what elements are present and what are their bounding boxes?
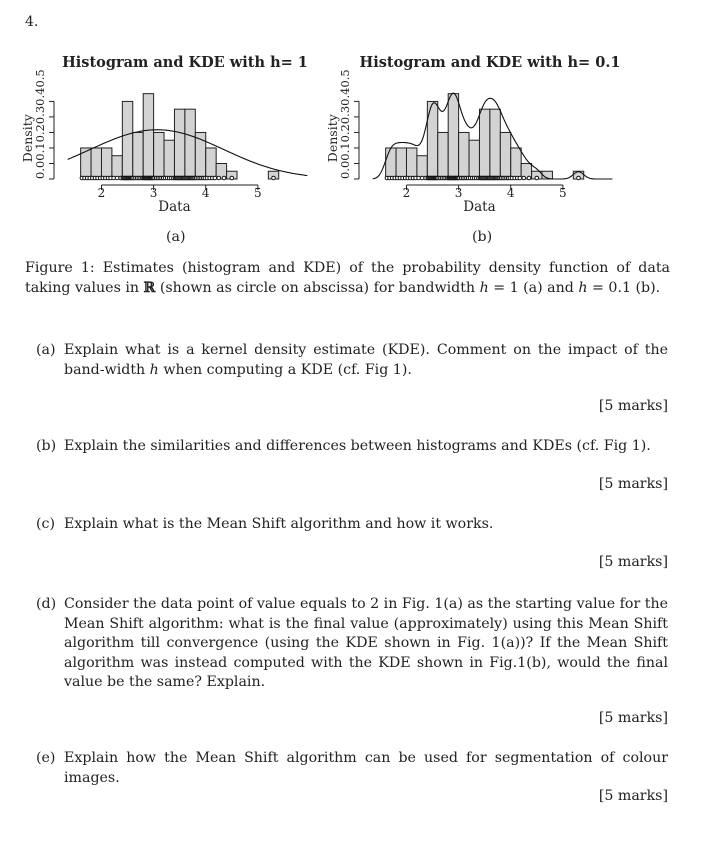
data-point bbox=[272, 176, 276, 180]
data-point bbox=[213, 176, 217, 180]
histogram-bar bbox=[143, 94, 153, 179]
question-text-segment: Explain how the Mean Shift algorithm can be used for segmentation of colour images. bbox=[64, 750, 668, 786]
data-point bbox=[230, 176, 234, 180]
histogram-bar bbox=[101, 148, 111, 179]
question-part-label: (e) bbox=[36, 750, 56, 766]
question-part-label: (a) bbox=[36, 342, 56, 358]
data-point bbox=[222, 176, 226, 180]
marks-label: [5 marks] bbox=[598, 710, 668, 726]
question-text-segment: Consider the data point of value equals to 2 in Fig. 1(a) as the starting value for the Mean Shift algorithm: what is the final value (approximately) using this Mean Shift algorithm till convergence (using the KDE shown in Fig. 1(a))? If the Mean Shift algorithm was instead computed with the KDE shown in Fig.1(b), would the final value be the same? Explain. bbox=[64, 596, 668, 690]
marks-label: [5 marks] bbox=[598, 554, 668, 570]
histogram-bar bbox=[406, 148, 416, 179]
data-point bbox=[522, 176, 526, 180]
y-axis-label: Density bbox=[325, 114, 340, 163]
histogram-bar bbox=[417, 156, 427, 179]
x-axis-label: Data bbox=[463, 199, 496, 215]
question-part-text bbox=[64, 749, 668, 788]
caption-pre: Figure 1: Estimates (histogram and KDE) of the probability density function of data taking values in bbox=[25, 260, 670, 296]
histogram-bar bbox=[469, 140, 479, 179]
x-tick-label: 2 bbox=[97, 186, 106, 200]
histogram-bar bbox=[154, 132, 164, 179]
question-part-label: (d) bbox=[36, 596, 57, 612]
question-part-text bbox=[64, 341, 668, 380]
question-part-text bbox=[64, 437, 668, 457]
caption-real-symbol: ℝ bbox=[143, 280, 156, 296]
x-tick-label: 3 bbox=[454, 186, 463, 200]
question-text-segment: Explain what is the Mean Shift algorithm and how it works. bbox=[64, 516, 494, 532]
caption-h-symbol: h bbox=[578, 280, 588, 296]
x-tick-label: 4 bbox=[506, 186, 515, 200]
y-tick-labels: 0.00.10.20.30.40.5 bbox=[338, 69, 352, 179]
histogram-bar bbox=[122, 101, 132, 179]
figure-caption bbox=[25, 258, 670, 298]
histogram-bar bbox=[386, 148, 396, 179]
y-tick-labels: 0.00.10.20.30.40.5 bbox=[33, 69, 47, 179]
caption-h-symbol: h bbox=[479, 280, 489, 296]
question-text-segment: Explain what is a kernel density estimate (KDE). Comment on the impact of the band-width bbox=[64, 342, 668, 378]
panel-b-sublabel: (b) bbox=[472, 229, 493, 245]
y-axis-label: Density bbox=[20, 114, 35, 163]
x-tick-label: 3 bbox=[149, 186, 158, 200]
data-point bbox=[518, 176, 522, 180]
x-axis-label: Data bbox=[158, 199, 191, 215]
histogram-bar bbox=[459, 132, 469, 179]
histogram-bar bbox=[185, 109, 195, 179]
marks-label: [5 marks] bbox=[598, 788, 668, 804]
question-part bbox=[36, 749, 668, 788]
histogram-bar bbox=[133, 132, 143, 179]
panel-a-sublabel: (a) bbox=[166, 229, 186, 245]
data-point bbox=[535, 176, 539, 180]
histogram-bar bbox=[500, 132, 510, 179]
histogram-bar bbox=[174, 109, 184, 179]
marks-label: [5 marks] bbox=[598, 398, 668, 414]
data-point bbox=[217, 176, 221, 180]
caption-eq2: = 0.1 (b). bbox=[587, 280, 661, 296]
data-point bbox=[527, 176, 531, 180]
question-text-segment: h bbox=[149, 361, 159, 378]
histogram-bar bbox=[91, 148, 101, 179]
x-tick-label: 5 bbox=[254, 186, 262, 200]
caption-mid: (shown as circle on abscissa) for bandwidth bbox=[155, 280, 480, 296]
question-part-label: (c) bbox=[36, 516, 56, 532]
question-part-label: (b) bbox=[36, 438, 57, 454]
data-point bbox=[577, 176, 581, 180]
histogram-bar bbox=[511, 148, 521, 179]
figure-panel-b bbox=[325, 45, 625, 245]
question-text-segment: when computing a KDE (cf. Fig 1). bbox=[158, 361, 412, 378]
histogram-bar bbox=[164, 140, 174, 179]
question-part bbox=[36, 341, 668, 380]
question-part bbox=[36, 515, 668, 535]
chart-title: Histogram and KDE with h= 0.1 bbox=[359, 54, 621, 71]
figure-panel-a bbox=[20, 45, 320, 245]
question-part bbox=[36, 437, 668, 457]
histogram-bar bbox=[206, 148, 216, 179]
histogram-bar bbox=[396, 148, 406, 179]
x-tick-label: 4 bbox=[201, 186, 210, 200]
marks-label: [5 marks] bbox=[598, 476, 668, 492]
question-number: 4. bbox=[25, 14, 39, 30]
histogram-bar bbox=[438, 132, 448, 179]
chart-title: Histogram and KDE with h= 1 bbox=[62, 54, 308, 71]
histogram-bar bbox=[490, 109, 500, 179]
x-tick-label: 2 bbox=[402, 186, 411, 200]
histogram-bar bbox=[112, 156, 122, 179]
histogram-bar bbox=[479, 109, 489, 179]
histogram-bar bbox=[448, 94, 458, 179]
question-part-text bbox=[64, 595, 668, 693]
question-text-segment: Explain the similarities and differences between histograms and KDEs (cf. Fig 1). bbox=[64, 438, 651, 454]
question-part-text bbox=[64, 515, 668, 535]
question-part bbox=[36, 595, 668, 693]
x-tick-label: 5 bbox=[559, 186, 567, 200]
caption-eq1: = 1 (a) and bbox=[488, 280, 579, 296]
